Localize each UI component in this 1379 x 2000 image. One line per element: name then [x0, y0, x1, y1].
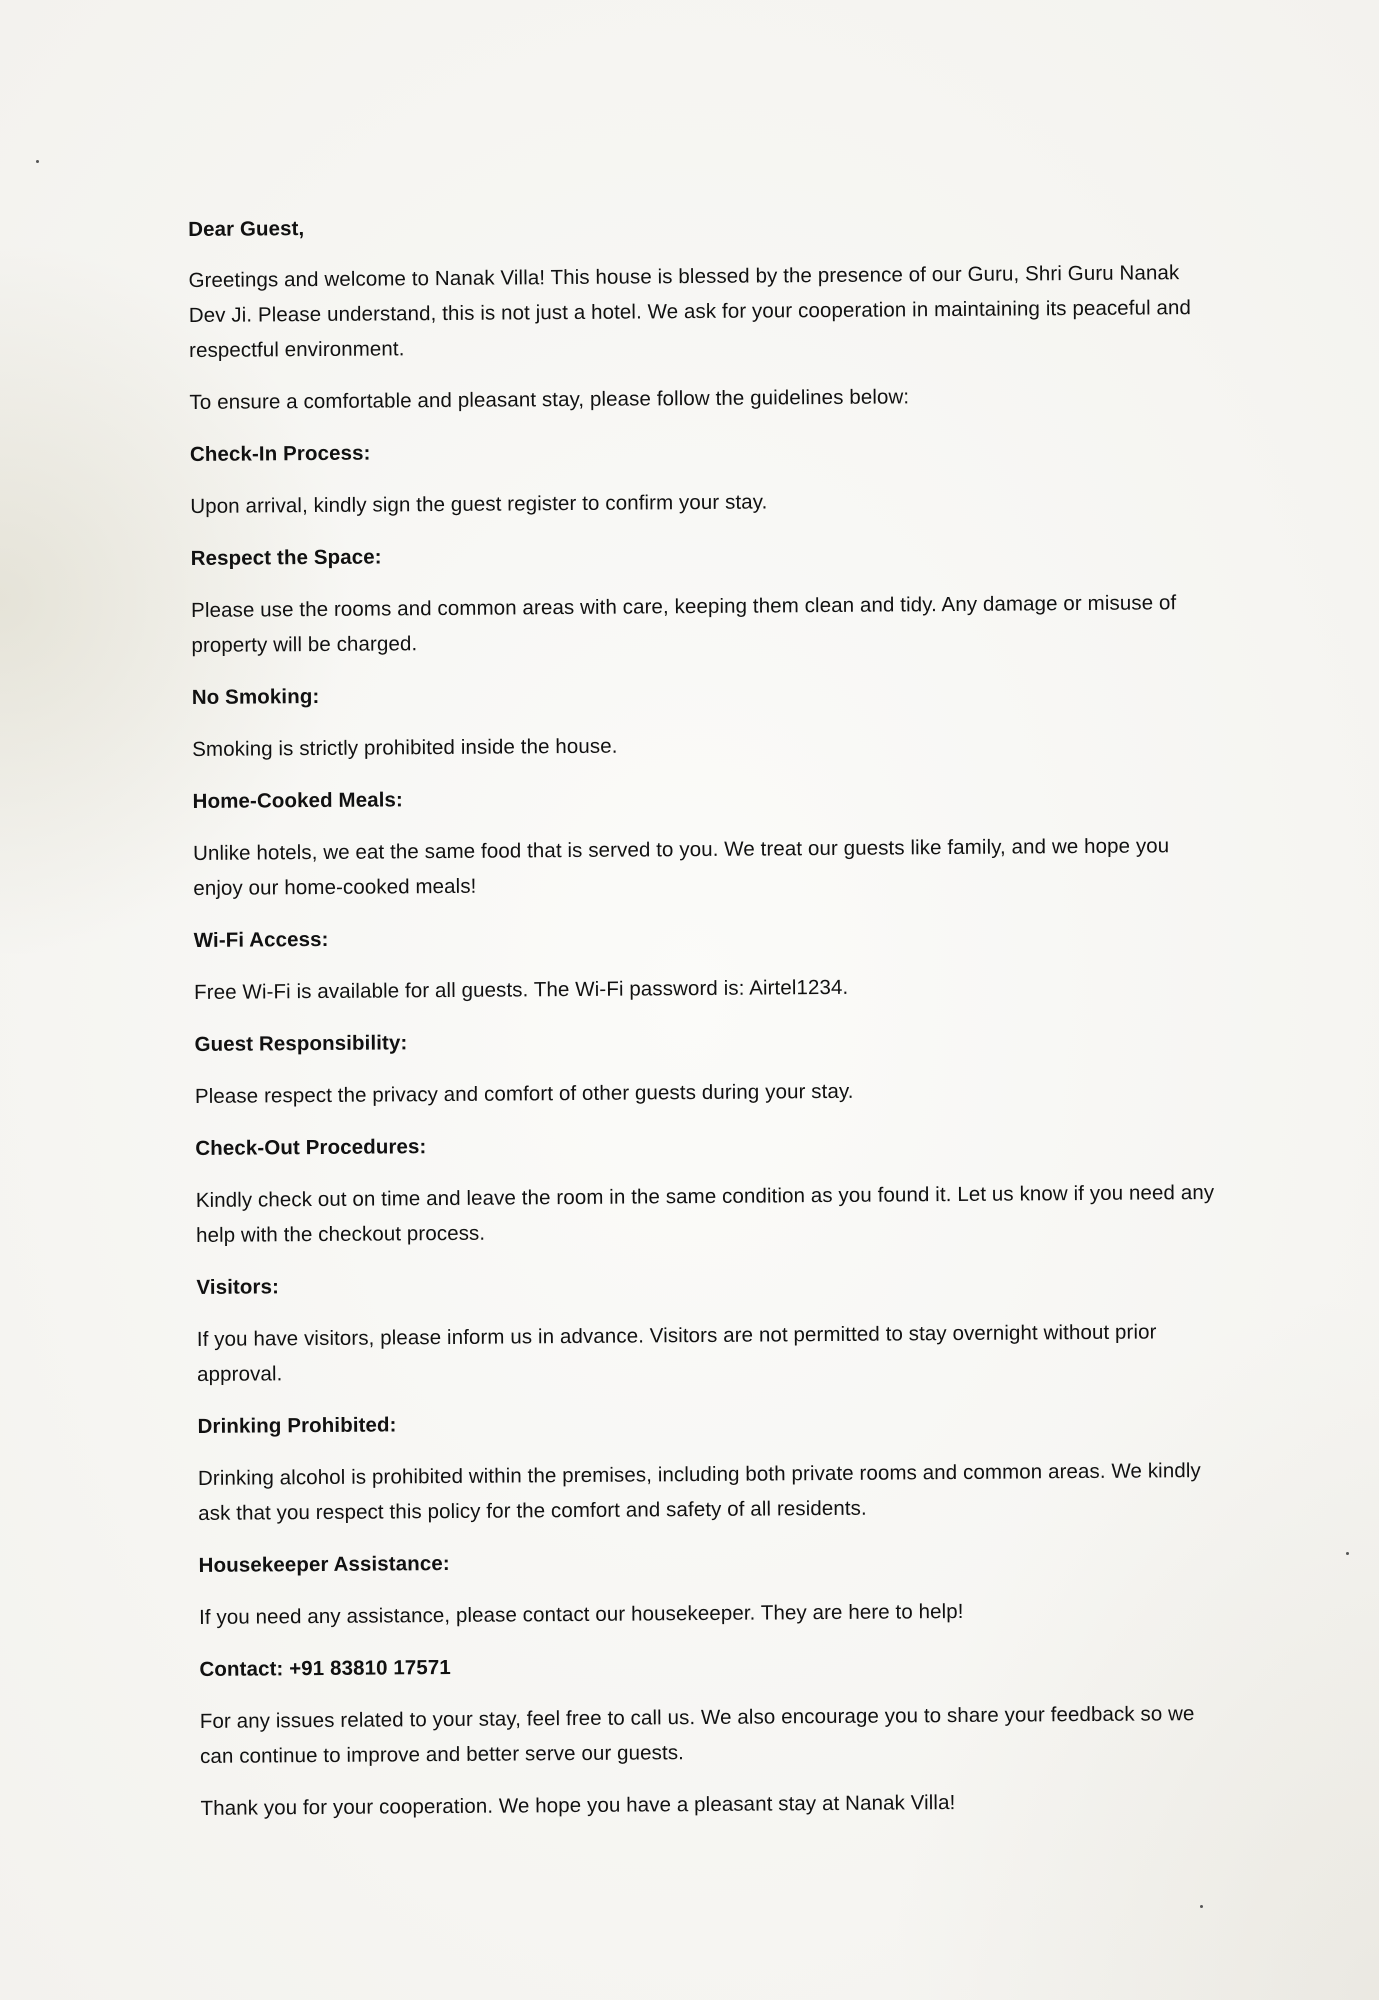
section-heading-home-cooked-meals: Home-Cooked Meals: [192, 788, 403, 813]
section-heading-guest-responsibility: Guest Responsibility: [194, 1031, 408, 1056]
section-body-visitors: If you have visitors, please inform us in advance. Visitors are not permitted to stay overnight without prior approval. [196, 1320, 1157, 1386]
intro-paragraph: Greetings and welcome to Nanak Villa! This house is blessed by the presence of our Guru, Shri Guru Nanak Dev Ji. Please understand, this is not just a hotel. We ask for your cooperation in maintaining its peaceful and respectful environment. [188, 261, 1192, 362]
guidelines-intro: To ensure a comfortable and pleasant stay, please follow the guidelines below: [189, 385, 910, 414]
section-body-check-out: Kindly check out on time and leave the room in the same condition as you found it. Let us know if you need any help with the checkout process. [195, 1180, 1215, 1247]
section-body-contact: For any issues related to your stay, feel free to call us. We also encourage you to share your feedback so we can continue to improve and better serve our guests. [199, 1702, 1195, 1768]
section-heading-drinking-prohibited: Drinking Prohibited: [197, 1413, 397, 1438]
paper-speck [1346, 1552, 1349, 1555]
salutation: Dear Guest, [188, 217, 305, 241]
section-heading-housekeeper: Housekeeper Assistance: [198, 1551, 450, 1577]
section-body-no-smoking: Smoking is strictly prohibited inside the house. [192, 734, 618, 761]
section-heading-check-in: Check-In Process: [189, 441, 371, 466]
closing-line: Thank you for your cooperation. We hope you have a pleasant stay at Nanak Villa! [200, 1791, 956, 1820]
section-heading-visitors: Visitors: [196, 1275, 280, 1299]
section-body-respect-space: Please use the rooms and common areas with care, keeping them clean and tidy. Any damage or misuse of property will be charged. [191, 591, 1177, 657]
section-body-housekeeper: If you need any assistance, please contact our housekeeper. They are here to help! [198, 1599, 964, 1629]
section-body-home-cooked-meals: Unlike hotels, we eat the same food that is served to you. We treat our guests like family, and we hope you enjoy our home-cooked meals! [192, 834, 1170, 900]
section-heading-contact: Contact: +91 83810 17571 [199, 1655, 451, 1681]
section-body-drinking-prohibited: Drinking alcohol is prohibited within the premises, including both private rooms and common areas. We kindly ask that you respect this policy for the comfort and safety of all residents. [197, 1459, 1201, 1525]
paper-speck [1200, 1905, 1203, 1908]
section-body-wifi-access: Free Wi-Fi is available for all guests. The Wi-Fi password is: Airtel1234. [194, 975, 849, 1004]
section-heading-check-out: Check-Out Procedures: [195, 1135, 427, 1160]
paper-speck [36, 160, 39, 163]
section-heading-wifi-access: Wi-Fi Access: [193, 927, 329, 952]
guest-letter [188, 204, 1221, 1843]
section-heading-no-smoking: No Smoking: [191, 684, 320, 709]
section-body-check-in: Upon arrival, kindly sign the guest register to confirm your stay. [190, 490, 768, 518]
section-heading-respect-space: Respect the Space: [190, 545, 382, 570]
section-body-guest-responsibility: Please respect the privacy and comfort of other guests during your stay. [194, 1079, 854, 1108]
